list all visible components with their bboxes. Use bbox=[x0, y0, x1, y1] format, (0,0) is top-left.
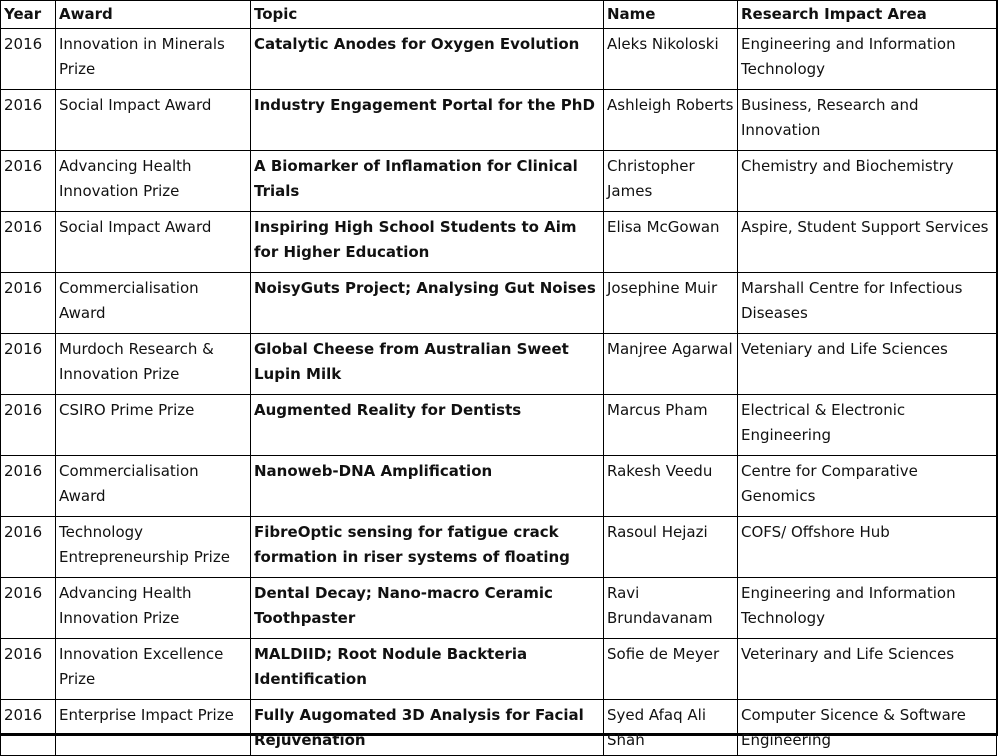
cell-area: Veterinary and Life Sciences bbox=[738, 639, 997, 700]
cell-year: 2016 bbox=[1, 700, 56, 756]
cell-name: Ravi Brundavanam bbox=[604, 578, 738, 639]
cell-area: Veteniary and Life Sciences bbox=[738, 334, 997, 395]
cell-name: Aleks Nikoloski bbox=[604, 29, 738, 90]
table-row bbox=[1, 578, 997, 639]
cell-award: CSIRO Prime Prize bbox=[56, 395, 251, 456]
cell-topic bbox=[251, 517, 604, 578]
cell-name: Rasoul Hejazi bbox=[604, 517, 738, 578]
cell-year: 2016 bbox=[1, 273, 56, 334]
cell-area: Chemistry and Biochemistry bbox=[738, 151, 997, 212]
cell-area: Computer Sicence & Software Engineering bbox=[738, 700, 997, 756]
cell-topic: Fully Augomated 3D Analysis for Facial Rejuvenation bbox=[251, 700, 604, 756]
cell-area: Business, Research and Innovation bbox=[738, 90, 997, 151]
cell-award: Social Impact Award bbox=[56, 90, 251, 151]
cell-name: Marcus Pham bbox=[604, 395, 738, 456]
header-name: Name bbox=[604, 1, 738, 29]
cell-topic: NoisyGuts Project; Analysing Gut Noises bbox=[251, 273, 604, 334]
cell-award: Advancing Health Innovation Prize bbox=[56, 151, 251, 212]
cell-topic: Nanoweb-DNA Amplification bbox=[251, 456, 604, 517]
cell-name: Josephine Muir bbox=[604, 273, 738, 334]
table-row bbox=[1, 212, 997, 273]
cell-year: 2016 bbox=[1, 29, 56, 90]
table-row bbox=[1, 29, 997, 90]
cell-name: Rakesh Veedu bbox=[604, 456, 738, 517]
cell-topic: Dental Decay; Nano-macro Ceramic Toothpaster bbox=[251, 578, 604, 639]
cell-award: Social Impact Award bbox=[56, 212, 251, 273]
cell-year: 2016 bbox=[1, 334, 56, 395]
table-row bbox=[1, 90, 997, 151]
cell-area: Marshall Centre for Infectious Diseases bbox=[738, 273, 997, 334]
cell-topic: Industry Engagement Portal for the PhD bbox=[251, 90, 604, 151]
cell-name: Syed Afaq Ali Shah bbox=[604, 700, 738, 756]
cell-award: Technology Entrepreneurship Prize bbox=[56, 517, 251, 578]
topic-text: FibreOptic sensing for fatigue crack formation in riser systems of floating bbox=[254, 523, 570, 566]
cell-name: Manjree Agarwal bbox=[604, 334, 738, 395]
table-row bbox=[1, 456, 997, 517]
cell-year: 2016 bbox=[1, 90, 56, 151]
table-row bbox=[1, 151, 997, 212]
cell-year: 2016 bbox=[1, 517, 56, 578]
header-topic: Topic bbox=[251, 1, 604, 29]
cell-area: Centre for Comparative Genomics bbox=[738, 456, 997, 517]
cell-award: Murdoch Research & Innovation Prize bbox=[56, 334, 251, 395]
cell-award: Innovation in Minerals Prize bbox=[56, 29, 251, 90]
table-row bbox=[1, 334, 997, 395]
cell-topic: Inspiring High School Students to Aim for Higher Education bbox=[251, 212, 604, 273]
cell-year: 2016 bbox=[1, 212, 56, 273]
cell-award: Commercialisation Award bbox=[56, 273, 251, 334]
cell-name: Elisa McGowan bbox=[604, 212, 738, 273]
header-research-impact-area: Research Impact Area bbox=[738, 1, 997, 29]
cell-award: Advancing Health Innovation Prize bbox=[56, 578, 251, 639]
cell-year: 2016 bbox=[1, 578, 56, 639]
header-row bbox=[1, 1, 997, 29]
cell-award: Enterprise Impact Prize bbox=[56, 700, 251, 756]
cell-year: 2016 bbox=[1, 456, 56, 517]
table-row bbox=[1, 273, 997, 334]
cell-name: Christopher James bbox=[604, 151, 738, 212]
table-row bbox=[1, 700, 997, 756]
header-award: Award bbox=[56, 1, 251, 29]
cell-award: Commercialisation Award bbox=[56, 456, 251, 517]
cell-area: Engineering and Information Technology bbox=[738, 578, 997, 639]
cell-name: Sofie de Meyer bbox=[604, 639, 738, 700]
table-row bbox=[1, 639, 997, 700]
cell-topic: Global Cheese from Australian Sweet Lupin Milk bbox=[251, 334, 604, 395]
cell-topic: MALDIID; Root Nodule Backteria Identification bbox=[251, 639, 604, 700]
cell-topic: Catalytic Anodes for Oxygen Evolution bbox=[251, 29, 604, 90]
cell-year: 2016 bbox=[1, 151, 56, 212]
cell-award: Innovation Excellence Prize bbox=[56, 639, 251, 700]
table-row bbox=[1, 517, 997, 578]
cell-area: Engineering and Information Technology bbox=[738, 29, 997, 90]
cell-year: 2016 bbox=[1, 639, 56, 700]
cell-area: COFS/ Offshore Hub bbox=[738, 517, 997, 578]
cell-year: 2016 bbox=[1, 395, 56, 456]
cell-topic: A Biomarker of Inflamation for Clinical Trials bbox=[251, 151, 604, 212]
header-year: Year bbox=[1, 1, 56, 29]
cell-area: Aspire, Student Support Services bbox=[738, 212, 997, 273]
cell-area: Electrical & Electronic Engineering bbox=[738, 395, 997, 456]
cell-name: Ashleigh Roberts bbox=[604, 90, 738, 151]
cell-topic: Augmented Reality for Dentists bbox=[251, 395, 604, 456]
table-row bbox=[1, 395, 997, 456]
